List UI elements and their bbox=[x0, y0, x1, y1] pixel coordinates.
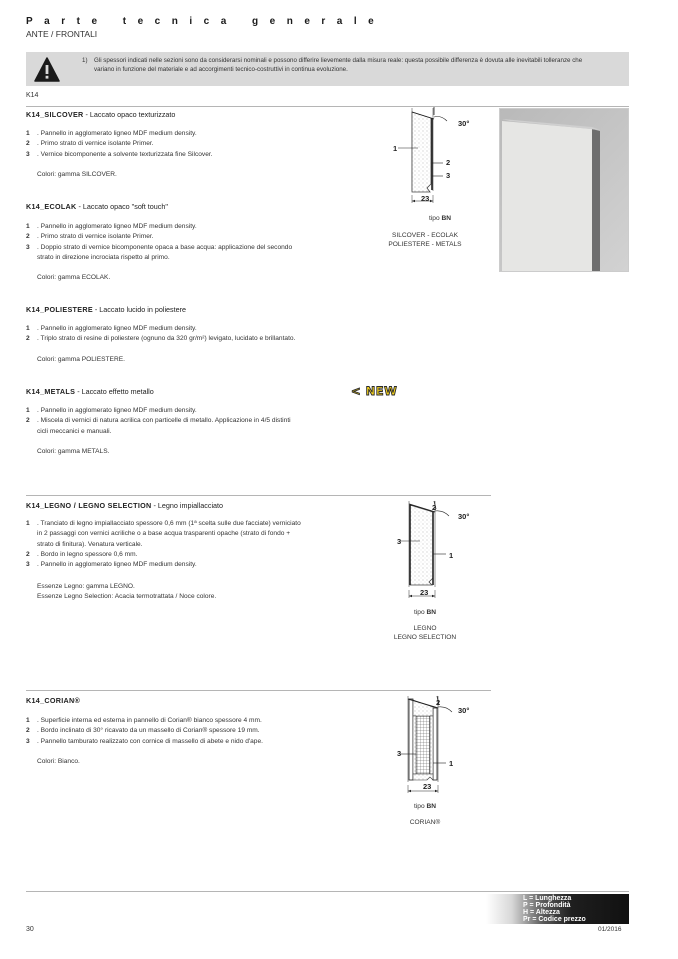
diagram-type: tipo BN bbox=[413, 803, 436, 810]
divider bbox=[26, 690, 491, 691]
poliestere-list bbox=[26, 324, 371, 345]
width-label: 23 bbox=[423, 782, 432, 791]
legend-p: P = Profondità bbox=[523, 902, 571, 909]
divider bbox=[26, 106, 629, 107]
silcover-colors: Colori: gamma SILCOVER. bbox=[37, 171, 117, 178]
legend-h: H = Altezza bbox=[523, 909, 560, 916]
legend-l: L = Lunghezza bbox=[523, 895, 572, 902]
list-item: 3 . Pannello tamburato realizzato con cornice di massello di abete e nido d'ape. bbox=[26, 737, 263, 745]
list-item: 1 . Pannello in agglomerato ligneo MDF medium density. bbox=[26, 223, 197, 230]
legno-desc: - Legno impiallacciato bbox=[151, 501, 224, 510]
divider bbox=[26, 891, 629, 892]
notice-line-1: Gli spessori indicati nelle sezioni sono da considerarsi nominali e possono differire lievemente dalla misura reale: questa possibile differenza è dovuta alle inevitabili tolleranze che bbox=[94, 57, 583, 64]
notice-text bbox=[82, 56, 619, 74]
silcover-code: K14_SILCOVER bbox=[26, 110, 84, 119]
date: 01/2016 bbox=[598, 926, 622, 933]
width-label: 23 bbox=[420, 588, 429, 597]
new-badge: < NEW bbox=[351, 384, 398, 398]
diagram-caption: LEGNO bbox=[413, 625, 437, 632]
list-item: 3 . Pannello in agglomerato ligneo MDF medium density. bbox=[26, 561, 197, 569]
section-title-legno bbox=[26, 501, 223, 510]
metals-colors: Colori: gamma METALS. bbox=[37, 448, 110, 455]
legend-pr: Pr = Codice prezzo bbox=[523, 916, 586, 923]
diagram-type: tipo BN bbox=[428, 215, 451, 222]
legend-box bbox=[486, 894, 629, 924]
list-item: 1 . Pannello in agglomerato ligneo MDF medium density. bbox=[26, 325, 197, 332]
section-diagram-legno bbox=[390, 499, 490, 605]
width-label: 23 bbox=[421, 194, 430, 203]
door-photo bbox=[499, 108, 629, 272]
list-item: 1 . Tranciato di legno impiallacciato spessore 0,6 mm (1ª scelta sulle due facciate) verniciato in 2 passaggi con vernici acriliche o a base acqua trasparenti opache (strato di fondo + strato di finitura). Venatura verticale. bbox=[26, 520, 301, 548]
silcover-desc: - Laccato opaco texturizzato bbox=[83, 110, 176, 119]
section-title-silcover bbox=[26, 110, 175, 119]
diagram-caption: SILCOVER - ECOLAK bbox=[392, 232, 458, 239]
callout-3: 3 bbox=[446, 171, 451, 180]
metals-list bbox=[26, 406, 371, 437]
notice-bar bbox=[26, 52, 629, 86]
callout-3: 3 bbox=[397, 749, 402, 758]
angle-label: 30° bbox=[458, 706, 470, 715]
metals-code: K14_METALS bbox=[26, 387, 76, 396]
legno-code: K14_LEGNO / LEGNO SELECTION bbox=[26, 501, 152, 510]
notice-number: 1) bbox=[82, 57, 88, 64]
notice-line-2: variano in funzione del materiale e ad accorgimenti tecnico-costruttivi in continua evoluzione. bbox=[94, 66, 348, 73]
list-item: 3 . Vernice bicomponente a solvente texturizzata fine Silcover. bbox=[26, 150, 213, 158]
section-title-poliestere bbox=[26, 305, 186, 314]
poliestere-desc: - Laccato lucido in poliestere bbox=[92, 305, 187, 314]
legend-text bbox=[523, 895, 586, 923]
angle-label: 30° bbox=[458, 119, 470, 128]
list-item: 2 . Miscela di vernici di natura acrilica con particelle di metallo. Applicazione in 4/5 distinti cicli meccanici e manuali. bbox=[26, 417, 291, 435]
ecolak-list bbox=[26, 222, 366, 263]
legno-essenze: Essenze Legno: gamma LEGNO. bbox=[37, 583, 135, 590]
section-title-ecolak bbox=[26, 202, 168, 211]
list-item: 1 . Pannello in agglomerato ligneo MDF medium density. bbox=[26, 130, 197, 137]
page-number: 30 bbox=[26, 926, 34, 933]
list-item: 2 . Primo strato di vernice isolante Primer. bbox=[26, 140, 154, 148]
legno-essenze-selection: Essenze Legno Selection: Acacia termotrattata / Noce colore. bbox=[37, 593, 217, 600]
callout-3: 3 bbox=[397, 537, 402, 546]
list-item: 2 . Triplo strato di resine di poliestere (ognuno da 320 gr/m²) levigato, lucidato e brillantato. bbox=[26, 335, 296, 343]
diagram-type: tipo BN bbox=[413, 609, 436, 616]
callout-1: 1 bbox=[449, 551, 454, 560]
callout-2: 2 bbox=[432, 503, 437, 512]
section-code: K14 bbox=[26, 92, 39, 99]
callout-2: 2 bbox=[436, 698, 441, 707]
ecolak-colors: Colori: gamma ECOLAK. bbox=[37, 274, 111, 281]
section-diagram-bn bbox=[390, 106, 490, 210]
callout-1: 1 bbox=[449, 759, 454, 768]
poliestere-colors: Colori: gamma POLIESTERE. bbox=[37, 356, 125, 363]
diagram-caption: POLIESTERE - METALS bbox=[388, 241, 462, 248]
warning-icon bbox=[34, 57, 60, 83]
silcover-list bbox=[26, 129, 366, 160]
callout-1: 1 bbox=[393, 144, 398, 153]
divider bbox=[26, 495, 491, 496]
list-item: 1 . Pannello in agglomerato ligneo MDF medium density. bbox=[26, 407, 197, 414]
list-item: 2 . Bordo inclinato di 30° ricavato da un massello di Corian® spessore 19 mm. bbox=[26, 727, 260, 735]
list-item: 3 . Doppio strato di vernice bicomponente opaca a base acqua: applicazione del secondo strato in direzione incrociata rispetto al primo. bbox=[26, 243, 293, 261]
diagram-caption: CORIAN® bbox=[409, 819, 441, 826]
legno-list bbox=[26, 519, 371, 570]
page-title: Parte tecnica generale bbox=[26, 16, 386, 27]
corian-list bbox=[26, 716, 371, 747]
list-item: 1 . Superficie interna ed esterna in pannello di Corian® bianco spessore 4 mm. bbox=[26, 717, 262, 724]
corian-colors: Colori: Bianco. bbox=[37, 758, 80, 765]
ecolak-code: K14_ECOLAK bbox=[26, 202, 77, 211]
metals-desc: - Laccato effetto metallo bbox=[75, 387, 154, 396]
diagram-caption: LEGNO SELECTION bbox=[393, 634, 457, 641]
callout-2: 2 bbox=[446, 158, 451, 167]
section-title-corian bbox=[26, 696, 80, 705]
section-title-metals bbox=[26, 387, 154, 396]
ecolak-desc: - Laccato opaco "soft touch" bbox=[76, 202, 168, 211]
corian-code: K14_CORIAN® bbox=[26, 696, 81, 705]
page-subtitle: ANTE / FRONTALI bbox=[26, 29, 98, 39]
list-item: 2 . Primo strato di vernice isolante Primer. bbox=[26, 233, 154, 241]
angle-label: 30° bbox=[458, 512, 470, 521]
section-diagram-corian bbox=[390, 694, 490, 800]
poliestere-code: K14_POLIESTERE bbox=[26, 305, 93, 314]
list-item: 2 . Bordo in legno spessore 0,6 mm. bbox=[26, 550, 138, 558]
